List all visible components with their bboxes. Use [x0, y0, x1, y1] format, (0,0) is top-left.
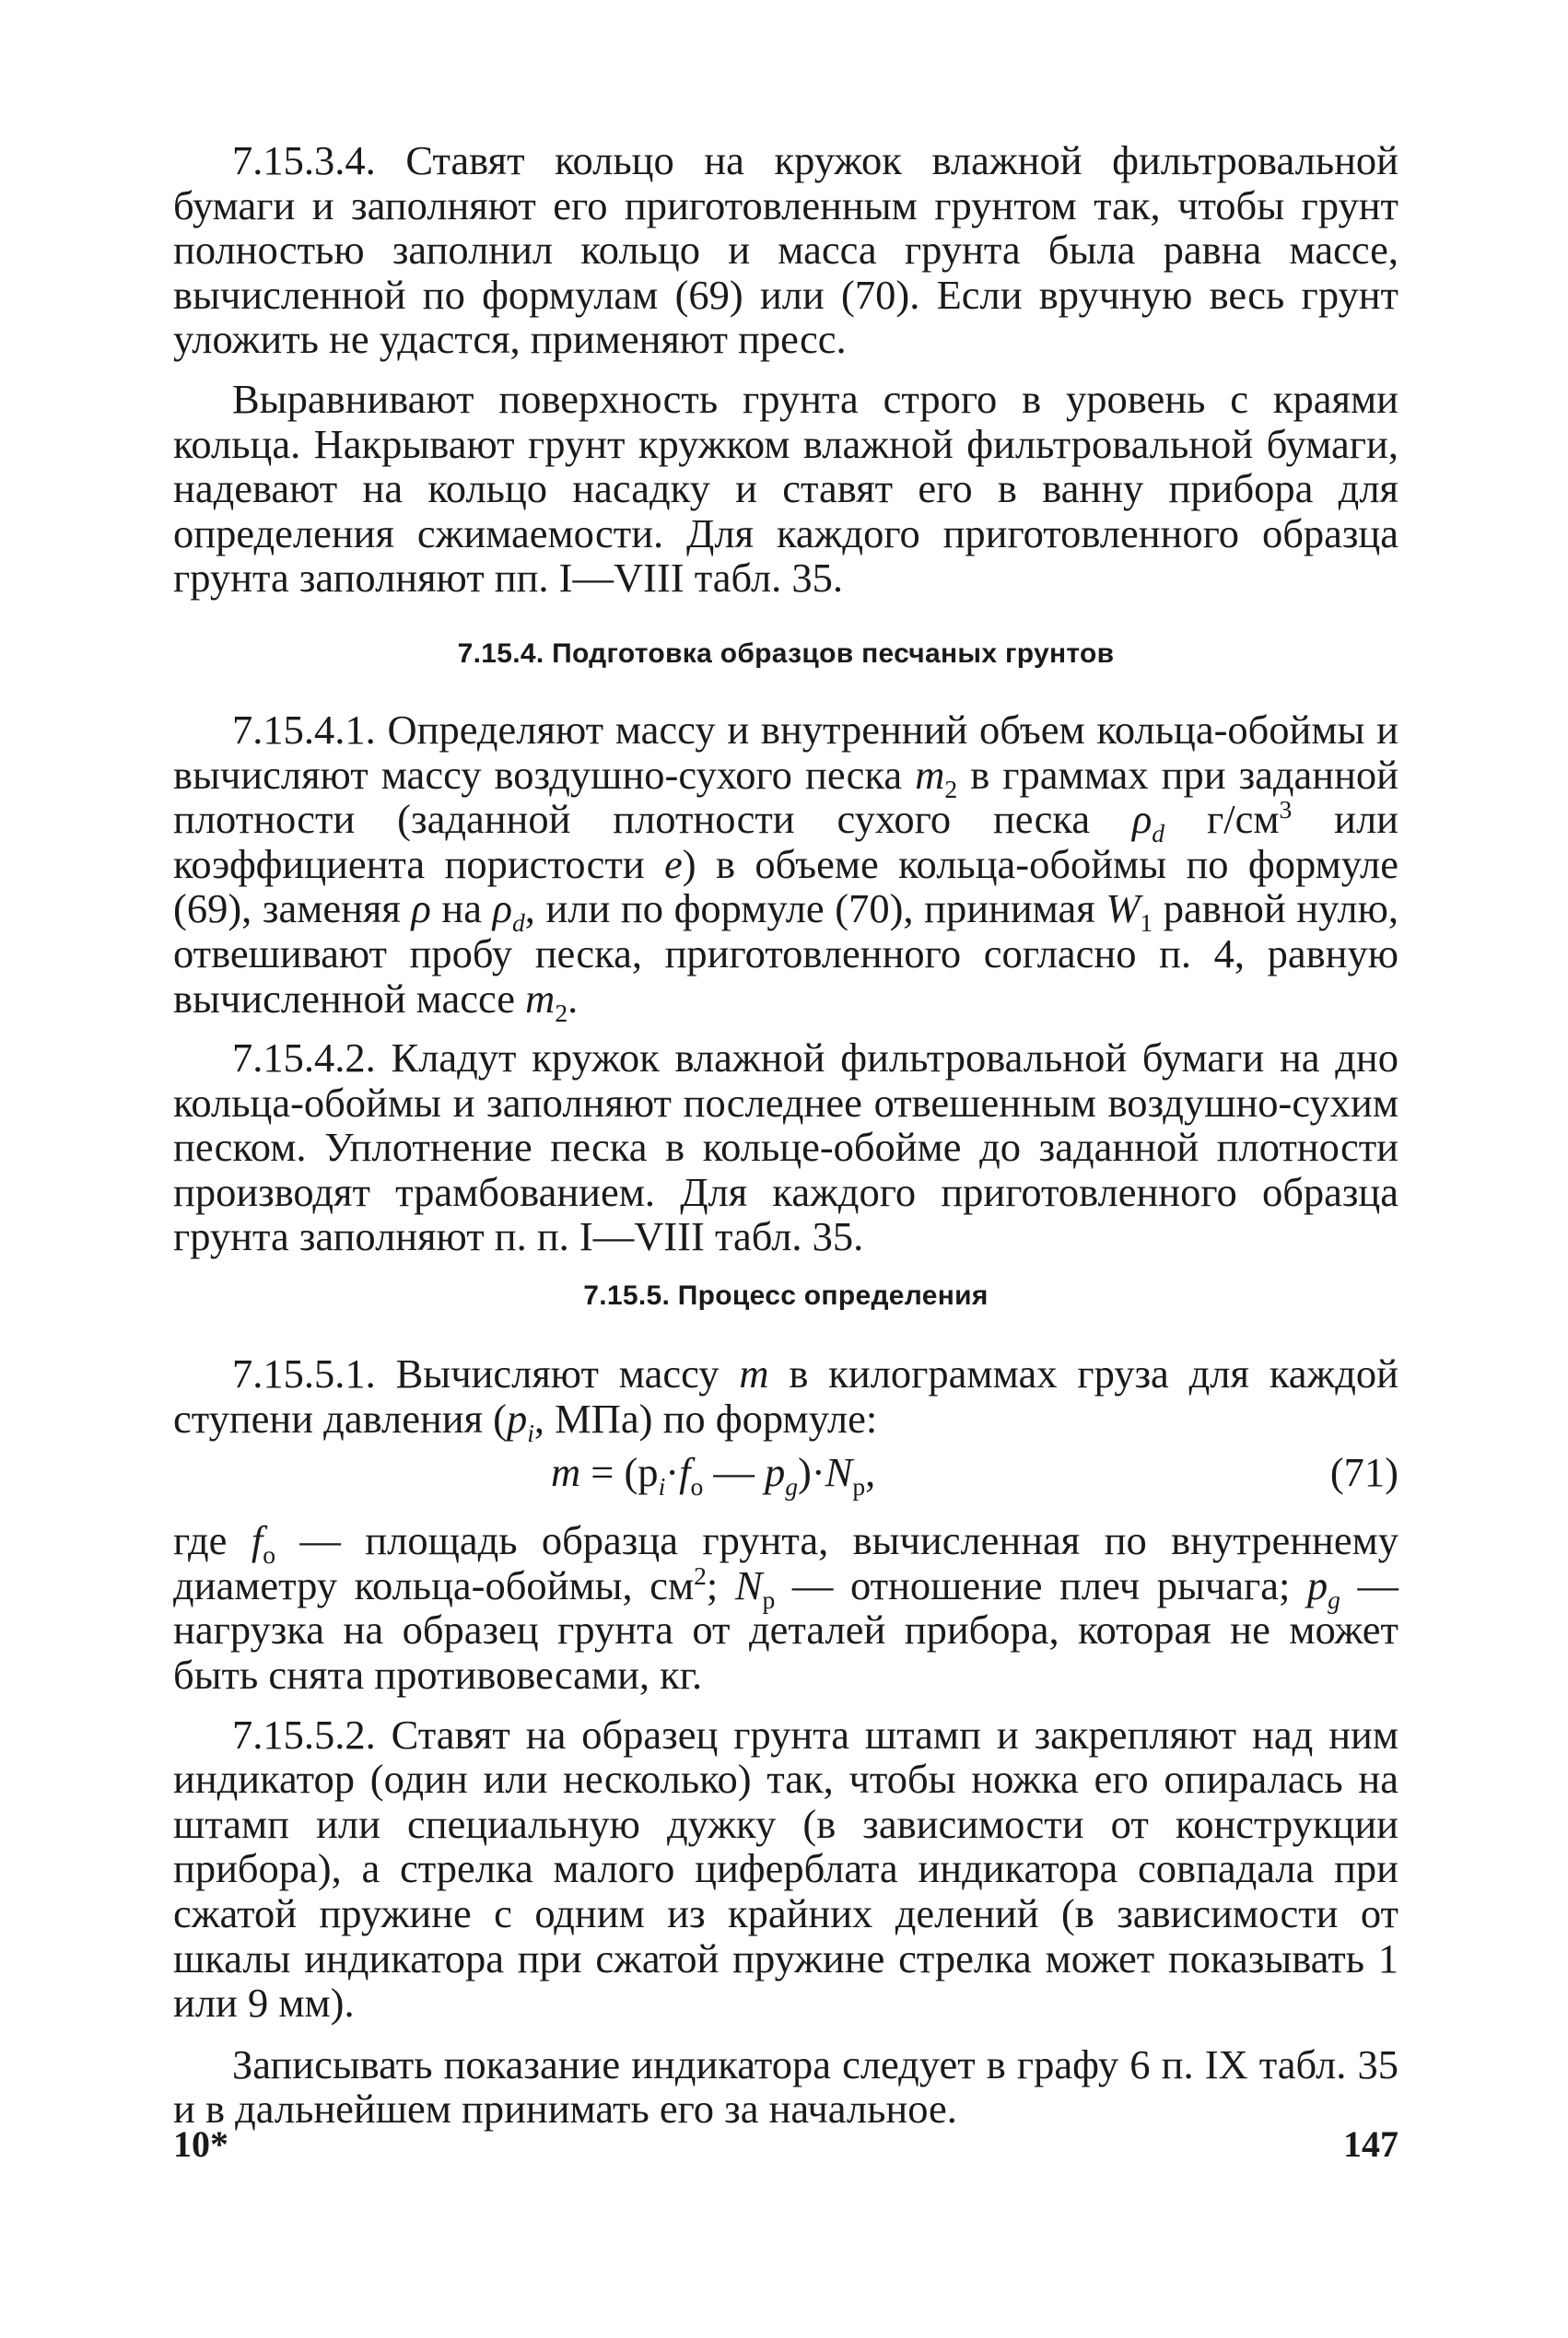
- formula-number: (71): [1329, 1449, 1398, 1496]
- paragraph-7-15-5-1: 7.15.5.1. Вычисляют массу m в килограммах груза для каждой ступени давления ($p_i$, МПа) по формуле:: [173, 1350, 1398, 1447]
- paragraph-7-15-4-2: 7.15.4.2. Кладут кружок влажной фильтровальной бумаги на дно кольца-обоймы и заполняют последнее отвешенным воздушно-сухим песком. Уплотнение песка в кольце-обойме до заданной плотности производят трамбованием. Для каждого приготовленного образца грунта заполняют п. п. I—VIII табл. 35.: [173, 1035, 1398, 1260]
- paragraph-level-surface: Выравнивают поверхность грунта строго в уровень с краями кольца. Накрывают грунт кружком влажной фильтровальной бумаги, надевают на кольцо насадку и ставят его в ванну прибора для определения сжимаемости. Для каждого приготовленного образца грунта заполняют пп. I—VIII табл. 35.: [173, 375, 1398, 602]
- paragraph-7-15-3-4: 7.15.3.4. Ставят кольцо на кружок влажной фильтровальной бумаги и заполняют его приготовленным грунтом так, чтобы грунт полностью заполнил кольцо и масса грунта была равна массе, вычисленной по формулам (69) или (70). Если вручную весь грунт уложить не удастся, применяют пресс.: [173, 137, 1398, 363]
- formula-expression: $m = (p_i\cdot f_o$ — $p_g)\cdot N_p$,: [551, 1449, 876, 1502]
- section-heading-7-15-4: 7.15.4. Подготовка образцов песчаных грунтов: [457, 637, 1115, 669]
- page-footer: [173, 2119, 1398, 2170]
- paragraph-where-definitions: где $f_o$ — площадь образца грунта, вычисленная по внутреннему диаметру кольца-обоймы, $см^2$; $N_p$ — отношение плеч рычага; $p_g$ — нагрузка на образец грунта от деталей прибора, которая не может быть снята противовесами, кг.: [173, 1517, 1399, 1699]
- paragraph-7-15-5-2: 7.15.5.2. Ставят на образец грунта штамп и закрепляют над ним индикатор (один или несколько) так, чтобы ножка его опиралась на штамп или специальную дужку (в зависимости от конструкции прибора), а стрелка малого циферблата индикатора совпадала при сжатой пружине с одним из крайних делений (в зависимости от шкалы индикатора при сжатой пружине стрелка может показывать 1 или 9 мм).: [173, 1711, 1398, 2027]
- section-heading-7-15-5: 7.15.5. Процесс определения: [583, 1280, 989, 1312]
- signature-mark: 10*: [173, 2123, 228, 2165]
- paragraph-record-indicator: Записывать показание индикатора следует в графу 6 п. IX табл. 35 и в дальнейшем принимать его за начальное.: [173, 2040, 1398, 2133]
- page-number: 147: [1343, 2123, 1398, 2165]
- formula-71: [173, 1444, 1398, 1500]
- paragraph-7-15-4-1: 7.15.4.1. Определяют массу и внутренний объем кольца-обоймы и вычисляют массу воздушно-сухого песка $m_2$ в граммах при заданной плотности (заданной плотности сухого песка $\rho_d$ $г/см^3$ или коэффициента пористости e) в объеме кольца-обоймы по формуле (69), заменяя ρ на $\rho_d$, или по формуле (70), принимая $W_1$ равной нулю, отвешивают пробу песка, приготовленного согласно п. 4, равную вычисленной массе $m_2$.: [173, 706, 1398, 1027]
- page-content: [173, 138, 1398, 2132]
